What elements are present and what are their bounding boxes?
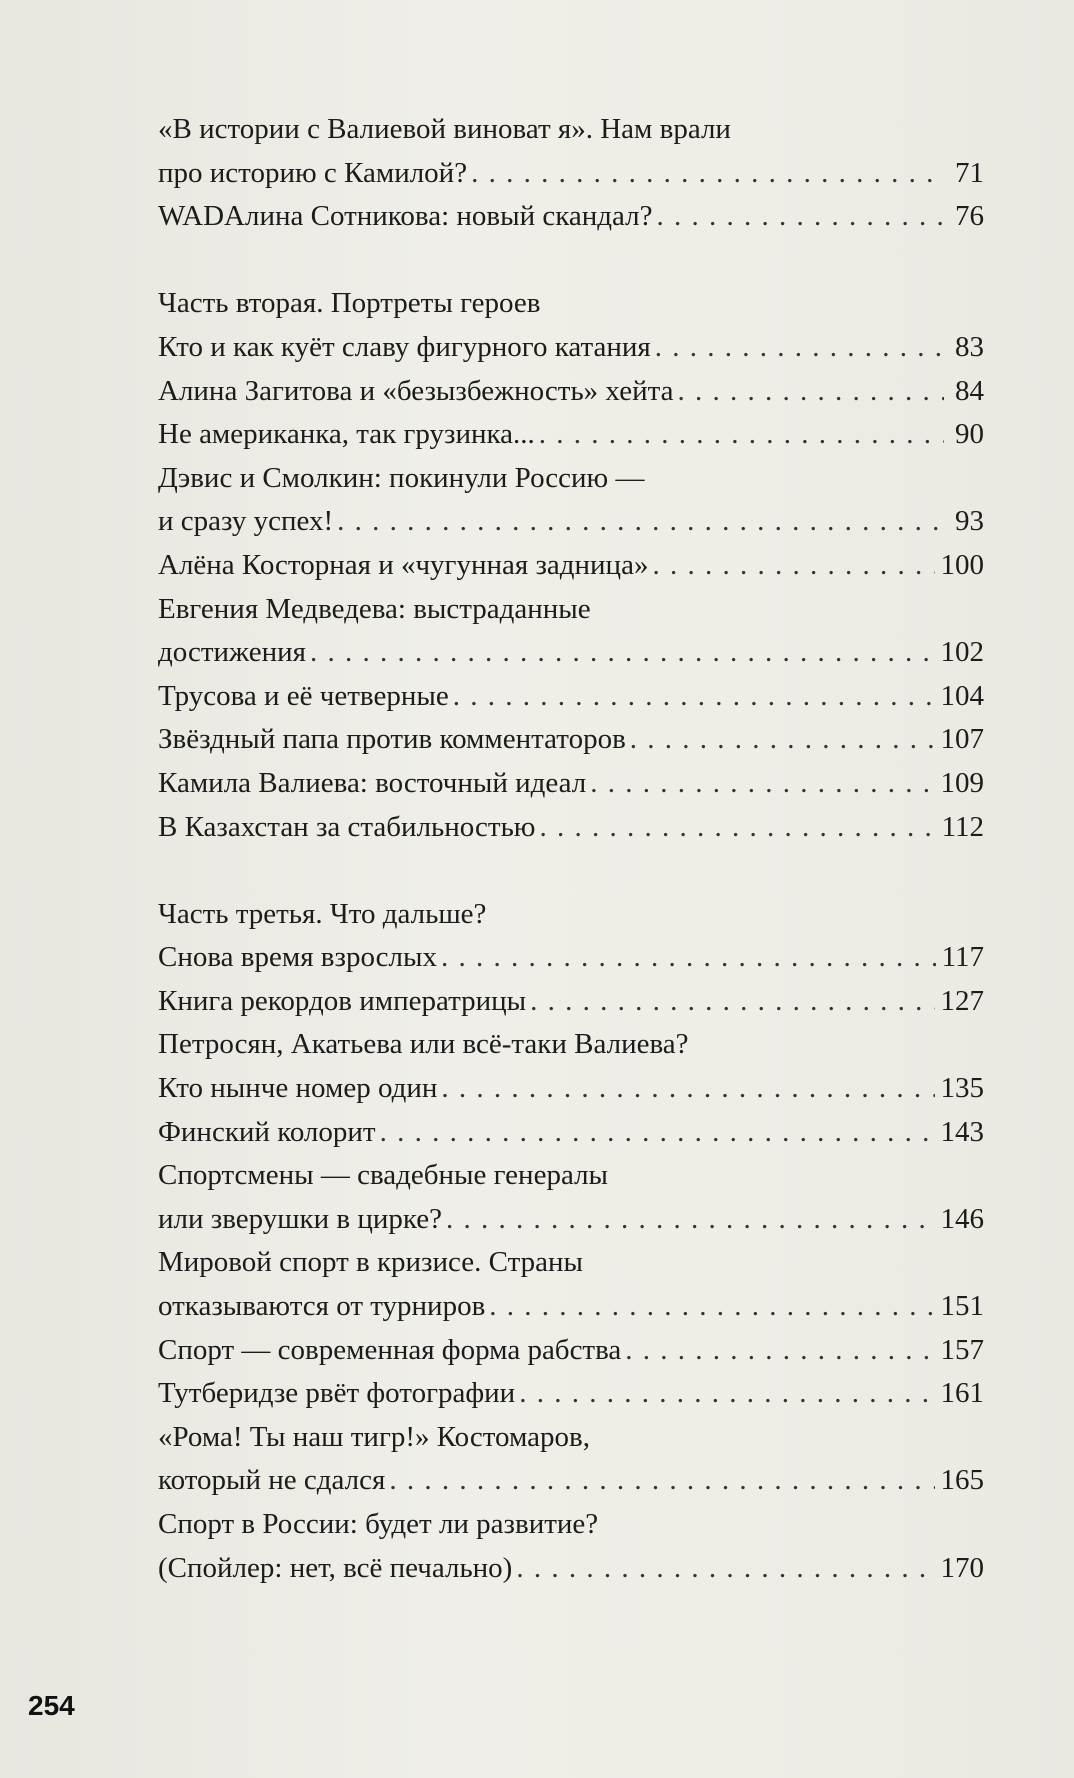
dot-leader <box>380 1111 935 1155</box>
toc-entry-title: Спортсмены — свадебные генералы <box>158 1159 609 1192</box>
toc-entry-line <box>158 1416 984 1460</box>
dot-leader <box>539 806 935 850</box>
toc-entry-line <box>158 1372 984 1416</box>
toc-page-number: 76 <box>955 200 984 233</box>
toc-entry-line <box>158 1547 984 1591</box>
dot-leader <box>530 980 934 1024</box>
toc-entry-title: Дэвис и Смолкин: покинули Россию — <box>158 461 645 494</box>
dot-leader <box>652 544 934 588</box>
toc-entry-title: «Рома! Ты наш тигр!» Костомаров, <box>158 1420 590 1453</box>
dot-leader <box>389 1459 934 1503</box>
toc-entry-line <box>158 1067 984 1111</box>
toc-entry-title: Трусова и её четверные <box>158 679 449 712</box>
toc-entry-line <box>158 370 984 414</box>
toc-page-number: 90 <box>955 418 984 451</box>
toc-page-number: 84 <box>955 374 984 407</box>
toc-entry-title: или зверушки в цирке? <box>158 1202 443 1235</box>
toc-page-number: 104 <box>940 679 984 712</box>
toc-entry-title: Книга рекордов императрицы <box>158 984 527 1017</box>
part-heading: Часть вторая. Портреты героев <box>158 287 541 320</box>
dot-leader <box>441 1067 934 1111</box>
toc-entry-title: про историю с Камилой? <box>158 156 468 189</box>
toc-entry-line <box>158 108 984 152</box>
toc-entry-title: Спорт — современная форма рабства <box>158 1333 622 1366</box>
toc-entry-line <box>158 1198 984 1242</box>
toc-page-number: 143 <box>940 1115 984 1148</box>
dot-leader <box>655 326 944 370</box>
dot-leader <box>441 936 936 980</box>
toc-entry-title: «В истории с Валиевой виноват я». Нам врали <box>158 113 731 145</box>
toc-page-number: 109 <box>940 766 984 799</box>
dot-leader <box>590 762 934 806</box>
toc-entry-title: который не сдался <box>158 1464 386 1497</box>
toc-entry-title: WADAлина Сотникова: новый скандал? <box>158 200 653 233</box>
toc-entry-title: Алина Загитова и «безызбежность» хейта <box>158 374 674 407</box>
toc-entry-title: Кто и как куёт славу фигурного катания <box>158 330 651 363</box>
toc-entry-line <box>158 326 984 370</box>
dot-leader <box>625 1329 934 1373</box>
page-number: 254 <box>28 1690 75 1721</box>
toc-entry-title: и сразу успех! <box>158 505 334 538</box>
toc-entry-line <box>158 1241 984 1285</box>
toc-entry-title: Петросян, Акатьева или всё-таки Валиева? <box>158 1028 689 1061</box>
dot-leader <box>310 631 935 675</box>
dot-leader <box>489 1285 934 1329</box>
dot-leader <box>446 1198 934 1242</box>
toc-entry-title: Мировой спорт в кризисе. Страны <box>158 1246 583 1279</box>
toc-page-number: 112 <box>941 810 984 843</box>
toc-entry-title: (Спойлер: нет, всё печально) <box>158 1551 513 1584</box>
toc-entry-title: Снова время взрослых <box>158 941 437 974</box>
section-gap <box>158 849 984 893</box>
toc-entry-title: Евгения Медведева: выстраданные <box>158 592 591 625</box>
dot-leader <box>630 718 935 762</box>
toc-entry-title: Алёна Косторная и «чугунная задница» <box>158 548 649 581</box>
dot-leader <box>516 1547 934 1591</box>
toc-entry-line <box>158 762 984 806</box>
toc-entry-line <box>158 1023 984 1067</box>
toc-entry-line <box>158 544 984 588</box>
part-heading-line <box>158 282 984 326</box>
part-heading-line <box>158 893 984 937</box>
toc-page-number: 161 <box>940 1377 984 1410</box>
toc-page-number: 117 <box>941 941 984 974</box>
toc-entry-line <box>158 588 984 632</box>
toc-entry-title: отказываются от турниров <box>158 1290 486 1323</box>
toc-page-number: 102 <box>940 636 984 669</box>
toc-entry-title: Камила Валиева: восточный идеал <box>158 766 587 799</box>
toc-page-number: 127 <box>940 984 984 1017</box>
toc-page-number: 135 <box>940 1072 984 1105</box>
toc-page-number: 170 <box>940 1551 984 1584</box>
dot-leader <box>453 675 935 719</box>
toc-page-number: 146 <box>940 1202 984 1235</box>
toc-page-number: 83 <box>955 330 984 363</box>
toc-entry-line <box>158 413 984 457</box>
dot-leader <box>337 500 944 544</box>
toc-page-number: 93 <box>955 505 984 538</box>
toc-entry-title: достижения <box>158 636 306 669</box>
dot-leader <box>539 413 944 457</box>
toc-entry-line <box>158 457 984 501</box>
toc-page-number: 107 <box>940 723 984 756</box>
toc-entry-line <box>158 152 984 196</box>
toc-entry-title: Звёздный папа против комментаторов <box>158 723 626 756</box>
dot-leader <box>678 370 945 414</box>
toc-entry-line <box>158 1503 984 1547</box>
toc-entry-line <box>158 195 984 239</box>
toc-page-number: 157 <box>940 1333 984 1366</box>
toc-entry-line <box>158 1329 984 1373</box>
toc-entry-line <box>158 1459 984 1503</box>
toc-page-number: 100 <box>940 548 984 581</box>
dot-leader <box>519 1372 934 1416</box>
toc-entry-line <box>158 936 984 980</box>
toc-entry-title: Спорт в России: будет ли развитие? <box>158 1508 599 1540</box>
toc-entry-line <box>158 1111 984 1155</box>
toc-entry-title: В Казахстан за стабильностью <box>158 810 536 843</box>
toc-entry-line <box>158 500 984 544</box>
toc-entry-title: Тутберидзе рвёт фотографии <box>158 1377 516 1410</box>
table-of-contents <box>158 108 984 1590</box>
toc-page-number: 165 <box>940 1464 984 1497</box>
toc-entry-line <box>158 980 984 1024</box>
part-heading: Часть третья. Что дальше? <box>158 897 487 930</box>
toc-entry-line <box>158 675 984 719</box>
toc-entry-line <box>158 718 984 762</box>
dot-leader <box>471 152 944 196</box>
toc-page-number: 71 <box>955 156 984 189</box>
toc-entry-line <box>158 1285 984 1329</box>
toc-entry-line <box>158 1154 984 1198</box>
toc-entry-line <box>158 631 984 675</box>
dot-leader <box>657 195 944 239</box>
toc-entry-title: Финский колорит <box>158 1115 376 1148</box>
toc-entry-title: Кто нынче номер один <box>158 1072 438 1105</box>
toc-page-number: 151 <box>940 1290 984 1323</box>
toc-entry-title: Не американка, так грузинка... <box>158 418 535 451</box>
section-gap <box>158 239 984 283</box>
toc-entry-line <box>158 806 984 850</box>
